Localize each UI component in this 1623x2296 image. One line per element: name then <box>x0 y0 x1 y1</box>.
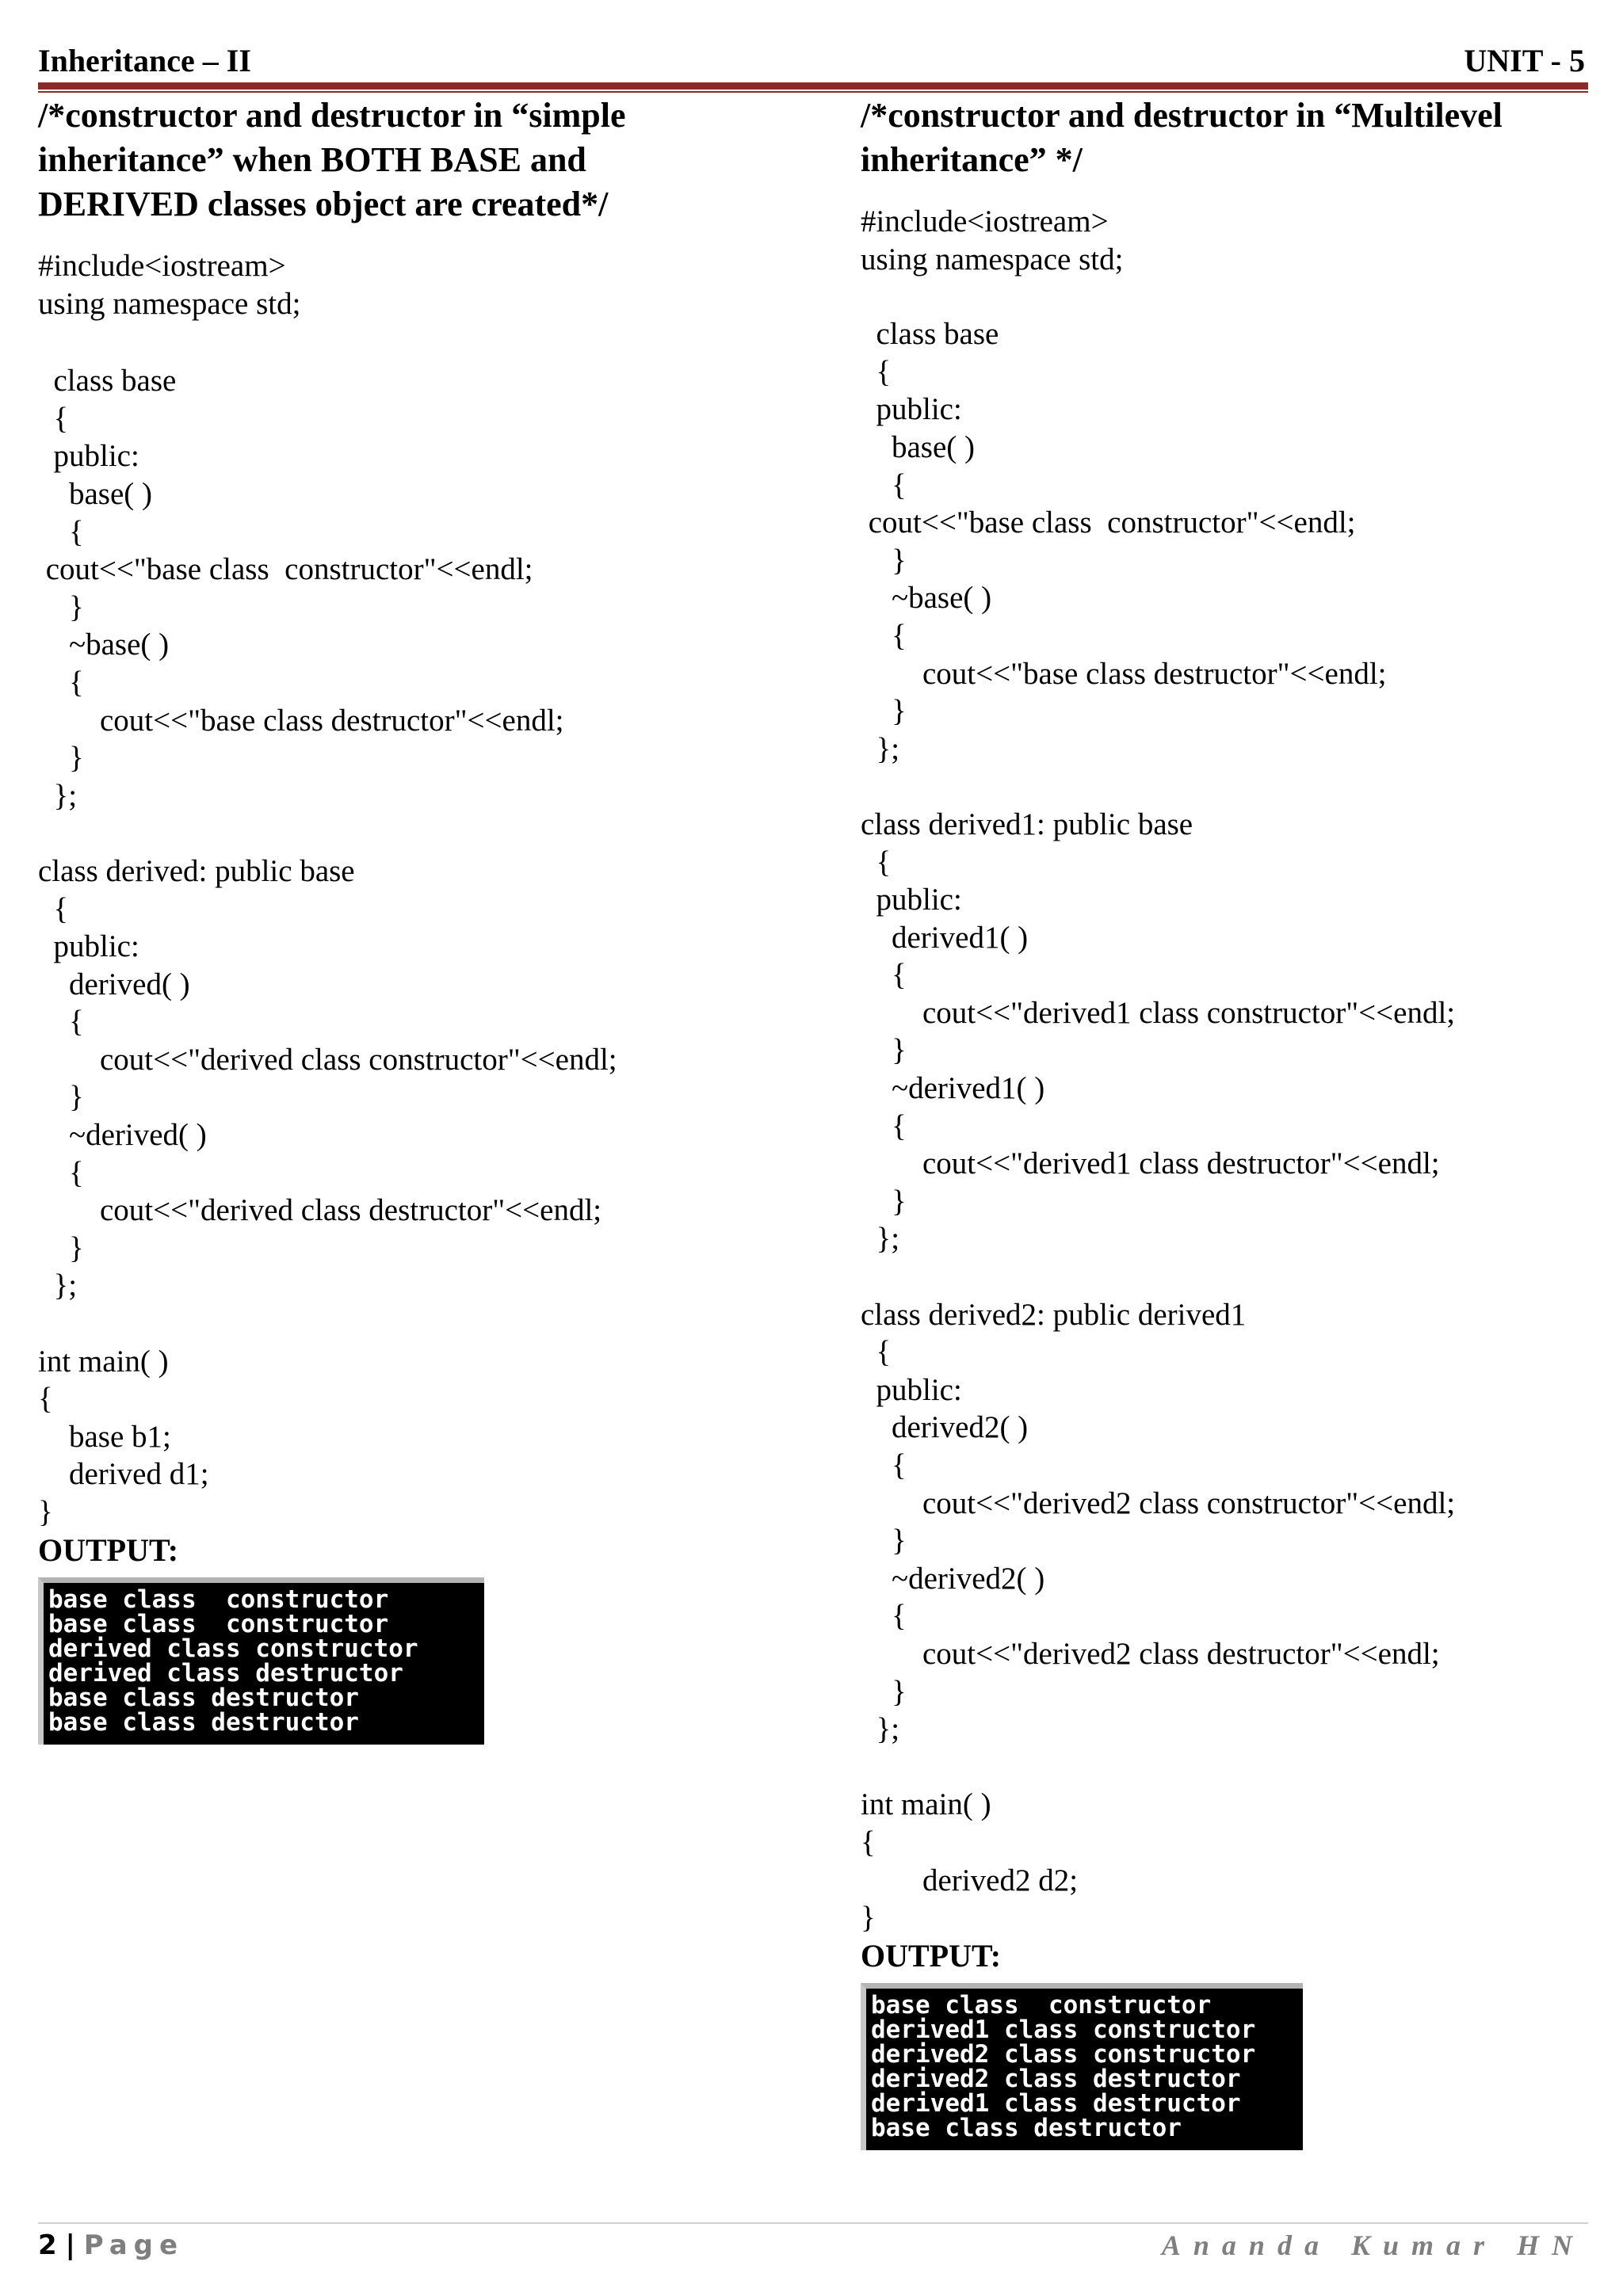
author-name: Ananda Kumar HN <box>1161 2229 1585 2261</box>
page-separator: | <box>65 2229 75 2261</box>
chapter-title: Inheritance – II <box>38 43 251 78</box>
right-console-output: base class constructor derived1 class constructor derived2 class constructor derived2 class destructor derived1 class destructor base class destructor <box>861 1983 1303 2150</box>
right-section-title: /*constructor and destructor in “Multilevel inheritance” */ <box>861 96 1503 179</box>
header-rule-thin <box>38 91 1588 93</box>
right-output-label: OUTPUT: <box>861 1937 1002 1974</box>
left-include-code: #include<iostream> using namespace std; <box>38 249 301 321</box>
unit-label: UNIT - 5 <box>1464 43 1585 78</box>
left-class-code: class base { public: base( ) { cout<<"base class constructor"<<endl; } ~base( ) { cout<<"base class destructor"<<endl; } }; class derived: public base { public: derived( ) { cout<<"derived class constructor"<<endl; } ~derived( ) { cout<<"derived class destructor"<<endl; } }; int main( ) { base b1; derived d1; } <box>38 364 617 1529</box>
left-output-label: OUTPUT: <box>38 1531 179 1568</box>
right-include-code: #include<iostream> using namespace std; <box>861 204 1124 277</box>
left-column <box>38 93 823 1745</box>
footer-rule <box>38 2222 1588 2224</box>
page-word: Page <box>83 2229 185 2261</box>
page-number: 2 <box>38 2229 57 2261</box>
page-number-block <box>38 2229 184 2261</box>
page-footer <box>38 2228 1585 2263</box>
left-section-title: /*constructor and destructor in “simple inheritance” when BOTH BASE and DERIVED classes object are created*/ <box>38 96 626 223</box>
right-class-code: class base { public: base( ) { cout<<"base class constructor"<<endl; } ~base( ) { cout<<"base class destructor"<<endl; } }; class derived1: public base { public: derived1( ) { cout<<"derived1 class constructor"<<endl; } ~derived1( ) { cout<<"derived1 class destructor"<<endl; } }; class derived2: public derived1 { public: derived2( ) { cout<<"derived2 class constructor"<<endl; } ~derived2( ) { cout<<"derived2 class destructor"<<endl; } }; int main( ) { derived2 d2; } <box>861 317 1456 1936</box>
page-header <box>38 35 1585 79</box>
right-column <box>861 93 1598 2150</box>
left-console-output: base class constructor base class constructor derived class constructor derived class destructor base class destructor base class destructor <box>38 1577 484 1745</box>
header-rule-thick <box>38 82 1588 90</box>
